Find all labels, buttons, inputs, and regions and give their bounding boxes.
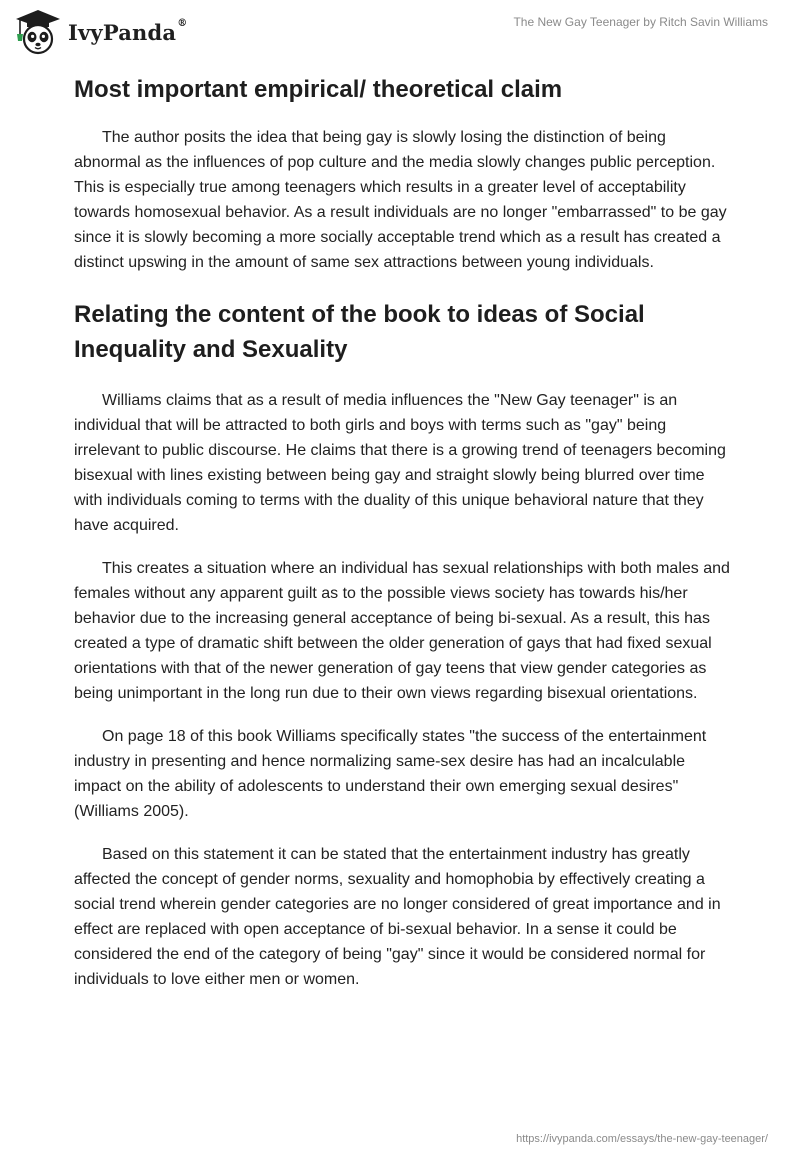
panda-graduate-icon bbox=[14, 8, 62, 56]
paragraph: Williams claims that as a result of media influences the "New Gay teenager" is an individual that will be attracted to both girls and boys with terms such as "gay" being irrelevant to public discourse. He claims that there is a growing trend of teenagers becoming bisexual with lines existing between being gay and straight slowly being blurred over time with individuals coming to terms with the duality of this unique behavioral nature that they have acquired. bbox=[74, 392, 726, 534]
section-heading: Relating the content of the book to ideas of Social Inequality and Sexuality bbox=[74, 301, 645, 363]
essay-content bbox=[74, 72, 734, 1010]
paragraph: Based on this statement it can be stated that the entertainment industry has greatly affected the concept of gender norms, sexuality and homophobia by effectively creating a social trend wherein gender categories are no longer considered of great importance and in effect are replaced with open acceptance of bi-sexual behavior. In a sense it could be considered the end of the category of being "gay" since it would be considered normal for individuals to love either men or women. bbox=[74, 846, 721, 988]
brand-name: IvyPanda® bbox=[68, 17, 188, 45]
page-header bbox=[0, 0, 800, 70]
document-title: The New Gay Teenager by Ritch Savin Williams bbox=[513, 15, 768, 29]
paragraph: The author posits the idea that being gay is slowly losing the distinction of being abnormal as the influences of pop culture and the media slowly changes public perception. This is especially true among teenagers which results in a greater level of acceptability towards homosexual behavior. As a result individuals are no longer "embarrassed" to be gay since it is slowly becoming a more socially acceptable trend which as a result has created a distinct upswing in the amount of same sex attractions between young individuals. bbox=[74, 129, 727, 271]
paragraph: On page 18 of this book Williams specifically states "the success of the entertainment industry in presenting and hence normalizing same-sex desire has had an incalculable impact on the ability of adolescents to understand their own emerging sexual desires" (Williams 2005). bbox=[74, 728, 707, 820]
section-heading: Most important empirical/ theoretical claim bbox=[74, 76, 563, 103]
paragraph: This creates a situation where an individual has sexual relationships with both males and females without any apparent guilt as to the possible views society has towards his/her behavior due to the increasing general acceptance of being bi-sexual. As a result, this has created a type of dramatic shift between the older generation of gays that had fixed sexual orientations with that of the newer generation of gay teens that view gender categories as being unimportant in the long run due to their own views regarding bisexual orientations. bbox=[74, 560, 730, 702]
source-url-link[interactable]: https://ivypanda.com/essays/the-new-gay-teenager/ bbox=[516, 1133, 768, 1145]
ivypanda-logo[interactable] bbox=[14, 8, 187, 56]
